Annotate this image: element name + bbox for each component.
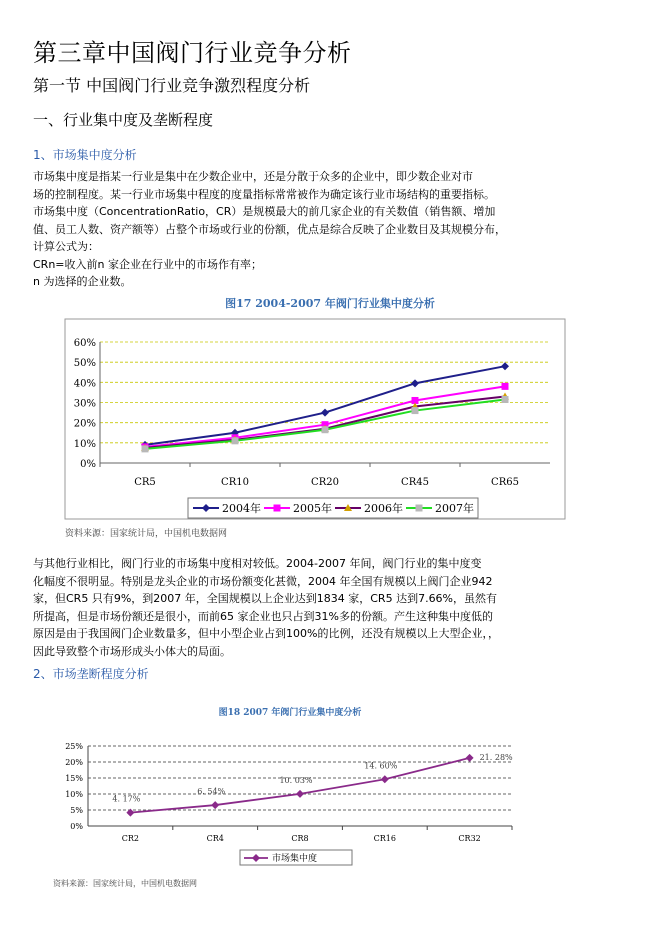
y-tick-label: 50%: [73, 358, 96, 370]
section-title: 第一节 中国阀门行业竞争激烈程度分析: [33, 76, 311, 95]
legend-label: 2006年: [364, 502, 403, 515]
data-point: [296, 790, 304, 798]
para-line: 家，但CR5 只有9%，到2007 年，全国规模以上企业达到1834 家，CR5 达到7.66%，虽然有: [33, 592, 498, 605]
data-label: 10. 03%: [279, 775, 313, 785]
chart-title: 图17 2004-2007 年阀门行业集中度分析: [225, 297, 435, 310]
para-line: 与其他行业相比，阀门行业的市场集中度相对较低。2004-2007 年间，阀门行业的集中度变: [33, 557, 482, 570]
data-label: 4. 17%: [112, 794, 141, 804]
x-tick-label: CR32: [458, 834, 481, 843]
para-line: 值、员工人数、资产额等）占整个市场或行业的份额，优点是综合反映了企业数目及其规模分布，: [33, 222, 506, 236]
y-tick-label: 10%: [73, 438, 96, 450]
x-tick-label: CR4: [206, 834, 224, 843]
para-line: 因此导致整个市场形成头小体大的局面。: [33, 644, 231, 658]
data-label: 14. 60%: [364, 761, 398, 771]
chart-source: 资料来源：国家统计局，中国机电数据网: [53, 879, 197, 888]
data-label: 6. 54%: [197, 787, 226, 797]
paragraph-definition: [33, 168, 633, 291]
para-line: 市场集中度（ConcentrationRatio，CR）是规模最大的前几家企业的有关数值（销售额、增加: [33, 205, 496, 218]
para-line: 化幅度不很明显。特别是龙头企业的市场份额变化甚微，2004 年全国有规模以上阀门企业942: [33, 574, 493, 588]
para-line: n 为选择的企业数。: [33, 275, 132, 288]
para-line: 计算公式为：: [33, 240, 99, 253]
x-tick-label: CR20: [311, 477, 339, 488]
data-point: [211, 801, 219, 809]
x-tick-label: CR8: [291, 834, 309, 843]
para-line: 所提高，但是市场份额还是很小，而前65 家企业也只占到31%多的份额。产生这种集中度低的: [33, 609, 493, 623]
x-tick-label: CR2: [121, 834, 140, 843]
y-tick-label: 5%: [70, 806, 83, 815]
x-tick-label: CR65: [491, 477, 519, 488]
chart-fig17: [60, 290, 580, 540]
heading-market-concentration: 1、市场集中度分析: [33, 148, 137, 162]
chapter-title: 第三章中国阀门行业竞争分析: [33, 39, 352, 67]
legend-label: 2004年: [222, 502, 261, 515]
data-point: [412, 407, 419, 414]
subsection-title: 一、行业集中度及垄断程度: [33, 111, 214, 129]
x-tick-label: CR16: [373, 834, 396, 843]
data-point: [502, 383, 509, 390]
x-tick-label: CR45: [401, 477, 429, 488]
y-tick-label: 30%: [73, 398, 96, 410]
legend-label: 市场集中度: [272, 854, 318, 864]
legend-marker: [416, 505, 423, 512]
heading-monopoly-degree: 2、市场垄断程度分析: [33, 667, 149, 681]
y-tick-label: 20%: [65, 758, 83, 767]
chart-fig18: [50, 700, 550, 900]
para-line: CRn=收入前n 家企业在行业中的市场作有率；: [33, 257, 262, 271]
data-point: [502, 396, 509, 403]
legend-label: 2007年: [435, 502, 474, 515]
chart-source: 资料来源：国家统计局，中国机电数据网: [65, 529, 228, 539]
data-point: [232, 437, 239, 444]
data-label: 21. 28%: [479, 752, 513, 762]
paragraph-analysis: [33, 555, 633, 660]
y-tick-label: 0%: [70, 822, 83, 831]
chart-title: 图18 2007 年阀门行业集中度分析: [218, 708, 362, 718]
data-point: [322, 426, 329, 433]
y-tick-label: 60%: [73, 338, 96, 349]
y-tick-label: 15%: [65, 774, 83, 783]
y-tick-label: 0%: [80, 459, 96, 470]
para-line: 场的控制程度。某一行业市场集中程度的度量指标常常被作为确定该行业市场结构的重要指标。: [33, 187, 495, 201]
y-tick-label: 20%: [73, 418, 96, 430]
chart-frame: [65, 319, 565, 519]
y-tick-label: 10%: [65, 790, 83, 799]
series-line: [130, 758, 469, 813]
y-tick-label: 25%: [65, 742, 83, 751]
legend-label: 2005年: [293, 502, 332, 515]
para-line: 市场集中度是指某一行业是集中在少数企业中，还是分散于众多的企业中，即少数企业对市: [33, 170, 473, 183]
x-tick-label: CR5: [134, 477, 156, 488]
data-point: [381, 775, 389, 783]
data-point: [466, 754, 474, 762]
data-point: [142, 445, 149, 452]
y-tick-label: 40%: [73, 378, 96, 390]
legend-marker: [274, 505, 281, 512]
x-tick-label: CR10: [221, 477, 249, 488]
para-line: 原因是由于我国阀门企业数量多，但中小型企业占到100%的比例，还没有规模以上大型企业，，: [33, 627, 499, 640]
